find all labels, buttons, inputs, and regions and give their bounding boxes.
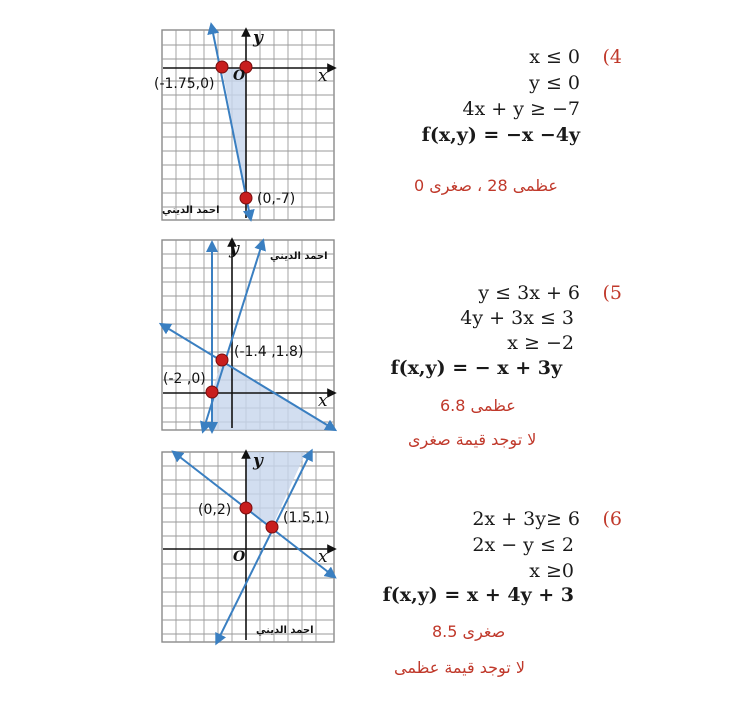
- point-label: (0,2): [198, 502, 232, 518]
- constraint-line: y ≤ 3x + 6: [478, 282, 580, 304]
- constraint-line: y ≤ 0: [529, 72, 580, 94]
- y-axis-label: y: [253, 28, 263, 48]
- constraint-line: 2x + 3y≥ 6: [472, 508, 580, 530]
- vertex-point: [216, 61, 228, 73]
- constraint-line: 4x + y ≥ −7: [462, 98, 580, 120]
- constraint-line: 2x − y ≤ 2: [472, 534, 574, 556]
- answer-text: صغرى 8.5: [432, 622, 506, 641]
- origin-label: O: [233, 68, 246, 84]
- problem-6: [282, 508, 622, 618]
- answer-text: لا توجد قيمة عظمى: [394, 658, 525, 677]
- origin-label: O: [233, 549, 246, 565]
- vertex-point: [240, 192, 252, 204]
- constraint-line: 4y + 3x ≤ 3: [460, 307, 574, 329]
- constraint-line: x ≥ −2: [507, 332, 574, 354]
- watermark: احمد الديني: [162, 205, 220, 216]
- vertex-point: [216, 354, 228, 366]
- x-axis-label: x: [318, 66, 328, 86]
- answer-text: عظمى 28 ، صغرى 0: [414, 176, 558, 195]
- problem-number: (5: [602, 282, 622, 304]
- problem-5: [282, 282, 622, 392]
- answer-text: عظمى 6.8: [440, 396, 516, 415]
- point-label: (1.5,1): [283, 510, 330, 526]
- problem-number: (6: [602, 508, 622, 530]
- x-axis-label: x: [318, 391, 328, 411]
- x-axis-label: x: [318, 547, 328, 567]
- vertex-point: [240, 502, 252, 514]
- problem-4: [282, 46, 622, 156]
- watermark: احمد الديني: [270, 251, 328, 262]
- point-label: (0,-7): [257, 191, 296, 207]
- y-axis-label: y: [229, 239, 239, 259]
- vertex-point: [266, 521, 278, 533]
- constraint-line: x ≥0: [529, 560, 574, 582]
- problem-number: (4: [602, 46, 622, 68]
- watermark: احمد الديني: [256, 625, 314, 636]
- objective-function: f(x,y) = −x −4y: [421, 124, 580, 146]
- objective-function: f(x,y) = − x + 3y: [390, 357, 562, 379]
- constraint-line: x ≤ 0: [529, 46, 580, 68]
- answer-text: لا توجد قيمة صغرى: [408, 430, 537, 449]
- objective-function: f(x,y) = x + 4y + 3: [382, 584, 574, 606]
- vertex-point: [206, 386, 218, 398]
- point-label: (-1.75,0): [154, 76, 215, 92]
- point-label: (-2 ,0): [163, 371, 206, 387]
- y-axis-label: y: [253, 451, 263, 471]
- point-label: (-1.4 ,1.8): [234, 344, 304, 360]
